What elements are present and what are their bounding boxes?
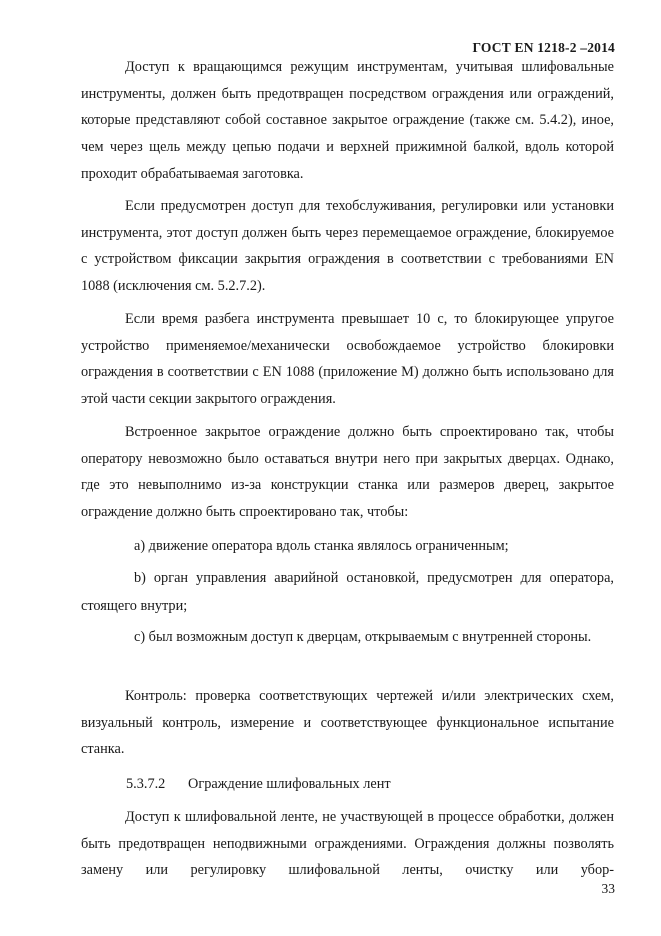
section-title: Ограждение шлифовальных лент <box>188 776 391 792</box>
standard-header: ГОСТ EN 1218-2 –2014 <box>472 40 615 55</box>
list-item-a: а) движение оператора вдоль станка являлось ограниченным; <box>134 538 509 554</box>
paragraph-verification: Контроль: проверка соответствующих чертежей и/или электрических схем, визуальный контроль, измерение и соответствующее функциональное испытание станка. <box>81 688 614 758</box>
list-item-c: с) был возможным доступ к дверцам, открываемым с внутренней стороны. <box>134 629 592 645</box>
paragraph-maintenance-access: Если предусмотрен доступ для техобслуживания, регулировки или установки инструмента, этот доступ должен быть через перемещаемое ограждение, блокируемое с устройством фиксации закрытия ограждения в соответствии с требованиями EN 1088 (исключения см. 5.2.7.2). <box>81 198 614 295</box>
list-item-b: b) орган управления аварийной остановкой, предусмотрен для оператора, стоящего внутри; <box>81 570 614 614</box>
section-number: 5.3.7.2 <box>126 776 166 792</box>
paragraph-run-down-time: Если время разбега инструмента превышает 10 с, то блокирующее упругое устройство применяемое/механически освобождаемое устройство блокировки ограждения в соответствии с EN 1088 (приложение М) должно быть использовано для этой части секции закрытого ограждения. <box>81 311 614 408</box>
paragraph-integral-enclosure: Встроенное закрытое ограждение должно быть спроектировано так, чтобы оператору невозможно было оставаться внутри него при закрытых дверцах. Однако, где это невыполнимо из-за конструкции станка или размеров дверец, закрытое ограждение должно быть спроектировано так, чтобы: <box>81 424 614 521</box>
section-heading <box>126 771 391 797</box>
page-number: 33 <box>601 881 615 896</box>
paragraph-cutting-tools-access: Доступ к вращающимся режущим инструментам, учитывая шлифовальные инструменты, должен быть предотвращен посредством ограждения или ограждений, которые представляют собой составное закрытое ограждение (также см. 5.4.2), иное, чем через щель между цепью подачи и верхней прижимной балкой, вдоль которой проходит обрабатываемая заготовка. <box>81 59 614 182</box>
paragraph-sanding-belt: Доступ к шлифовальной ленте, не участвующей в процессе обработки, должен быть предотвращен неподвижными ограждениями. Ограждения должны позволять замену или регулировку шлифовальной ленты, очистку или убор- <box>81 809 614 879</box>
